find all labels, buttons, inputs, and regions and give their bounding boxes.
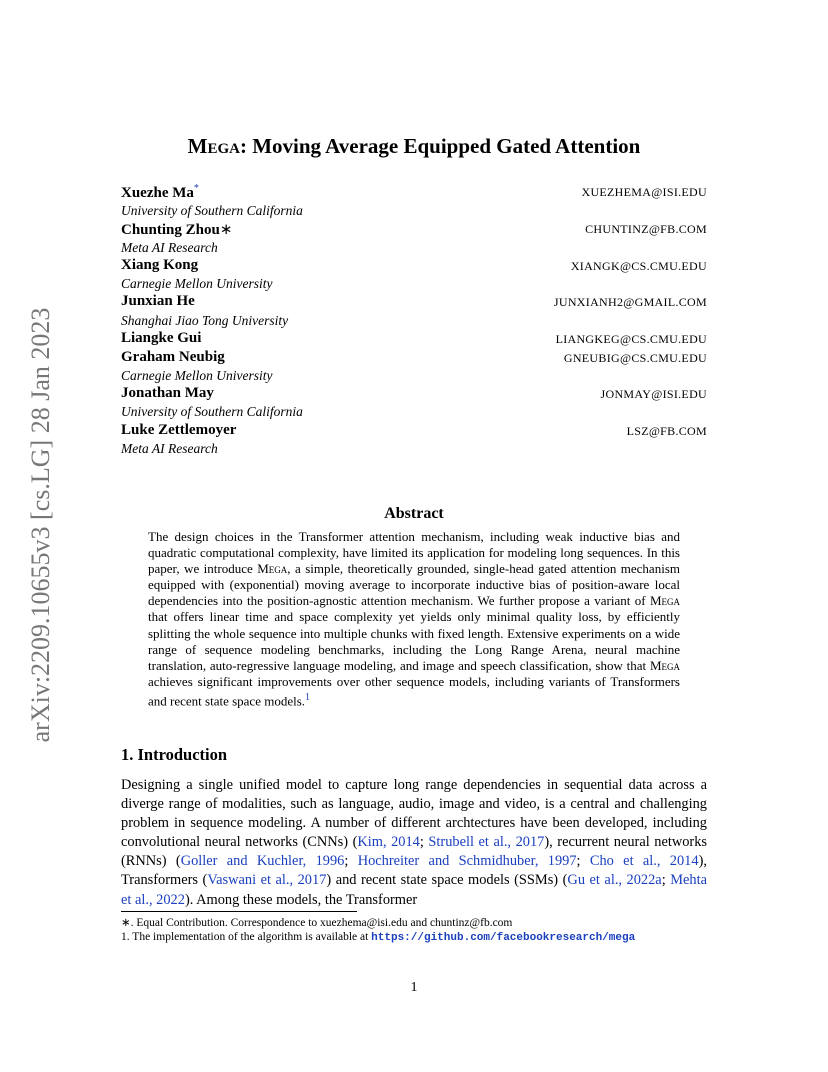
footnote-equal-contribution: ∗. Equal Contribution. Correspondence to xuezhema@isi.edu and chuntinz@fb.com	[121, 917, 513, 929]
title-model-name: Mega	[187, 134, 240, 158]
author-name: Xuezhe Ma*	[121, 183, 199, 201]
paper-title	[0, 134, 828, 159]
author-row	[121, 257, 707, 275]
author-email: XIANGK@CS.CMU.EDU	[570, 259, 707, 273]
citation-link[interactable]: Hochreiter and Schmidhuber, 1997	[357, 853, 577, 870]
author-affiliation: University of Southern California	[121, 404, 303, 419]
citation-link[interactable]: Vaswani et al., 2017	[207, 872, 327, 889]
citation-link[interactable]: Strubell et al., 2017	[428, 834, 545, 851]
model-name: Mega	[257, 561, 288, 577]
arxiv-identifier-text: arXiv:2209.10655v3 [cs.LG] 28 Jan 2023	[26, 307, 55, 743]
author-email: LIANGKEG@CS.CMU.EDU	[555, 332, 707, 346]
citation-link[interactable]: Kim, 2014	[357, 834, 420, 851]
author-row	[121, 220, 707, 238]
equal-contribution-mark[interactable]: *	[193, 183, 199, 194]
author-email: GNEUBIG@CS.CMU.EDU	[563, 351, 707, 365]
model-name: Mega	[649, 657, 680, 673]
code-repository-link[interactable]: https://github.com/facebookresearch/mega	[371, 932, 636, 944]
author-email: JUNXIANH2@GMAIL.COM	[553, 295, 707, 309]
footnote-link[interactable]: 1	[305, 691, 311, 703]
title-rest: : Moving Average Equipped Gated Attention	[239, 134, 641, 158]
author-name: Liangke Gui	[121, 330, 202, 346]
author-affiliation: Carnegie Mellon University	[121, 276, 273, 291]
author-row	[121, 183, 707, 201]
author-name: Junxian He	[121, 293, 195, 309]
footnote-implementation: 1. The implementation of the algorithm is available at https://github.com/facebookresearch/mega	[121, 931, 636, 944]
author-affiliation: Meta AI Research	[121, 441, 218, 456]
author-row	[121, 330, 707, 348]
author-affiliation: University of Southern California	[121, 203, 303, 218]
citation-link[interactable]: Cho et al., 2014	[589, 853, 699, 870]
page-number: 1	[410, 980, 418, 995]
author-affiliation: Carnegie Mellon University	[121, 368, 273, 383]
citation-link[interactable]: Mehta et al., 2022	[121, 872, 707, 908]
author-name: Luke Zettlemoyer	[121, 422, 237, 438]
introduction-text: Designing a single unified model to capture long range dependencies in sequential data across a diverge range of modalities, such as language, audio, image and video, is a central and challenging problem in sequence modeling. A number of different archtectures have been developed, including convolutional neural networks (CNNs) (Kim, 2014; Strubell et al., 2017), recurrent neural networks (RNNs) (Goller and Kuchler, 1996; Hochreiter and Schmidhuber, 1997; Cho et al., 2014), Transformers (Vaswani et al., 2017) and recent state space models (SSMs) (Gu et al., 2022a; Mehta et al., 2022). Among these models, the Transformer	[121, 777, 708, 908]
abstract-text: The design choices in the Transformer attention mechanism, including weak inductive bias and quadratic computational complexity, have limited its application for modeling long sequences. In this paper, we introduce Mega, a simple, theoretically grounded, single-head gated attention mechanism equipped with (exponential) moving average to incorporate inductive bias of position-aware local dependencies into the position-agnostic attention mechanism. We further propose a variant of Mega that offers linear time and space complexity yet yields only minimal quality loss, by efficiently splitting the whole sequence into multiple chunks with fixed length. Extensive experiments on a wide range of sequence modeling benchmarks, including the Long Range Arena, neural machine translation, auto-regressive language modeling, and image and speech classification, show that Mega achieves significant improvements over other sequence models, including variants of Transformers and recent state space models.$^1$	[148, 529, 680, 709]
author-name: Jonathan May	[121, 385, 214, 401]
footnote-divider	[121, 911, 357, 912]
author-affiliation: Shanghai Jiao Tong University	[121, 313, 289, 328]
author-row	[121, 385, 707, 403]
author-affiliation: Meta AI Research	[121, 240, 218, 255]
citation-link[interactable]: Gu et al., 2022a	[567, 872, 662, 889]
author-name: Xiang Kong	[121, 257, 199, 273]
author-row	[121, 293, 707, 311]
author-name: Graham Neubig	[121, 349, 225, 365]
model-name: Mega	[649, 593, 680, 609]
author-name: Chunting Zhou∗	[121, 222, 233, 238]
abstract-heading: Abstract	[384, 505, 444, 522]
author-row	[121, 349, 707, 367]
author-email: CHUNTINZ@FB.COM	[585, 222, 707, 236]
author-email: LSZ@FB.COM	[626, 424, 707, 438]
author-row	[121, 422, 707, 440]
author-email: XUEZHEMA@ISI.EDU	[581, 185, 707, 199]
author-email: JONMAY@ISI.EDU	[600, 387, 707, 401]
citation-link[interactable]: Goller and Kuchler, 1996	[180, 853, 345, 870]
equal-contribution-mark: ∗	[219, 222, 233, 238]
arxiv-side-identifier	[20, 292, 62, 758]
section-heading-introduction: 1. Introduction	[121, 745, 228, 764]
